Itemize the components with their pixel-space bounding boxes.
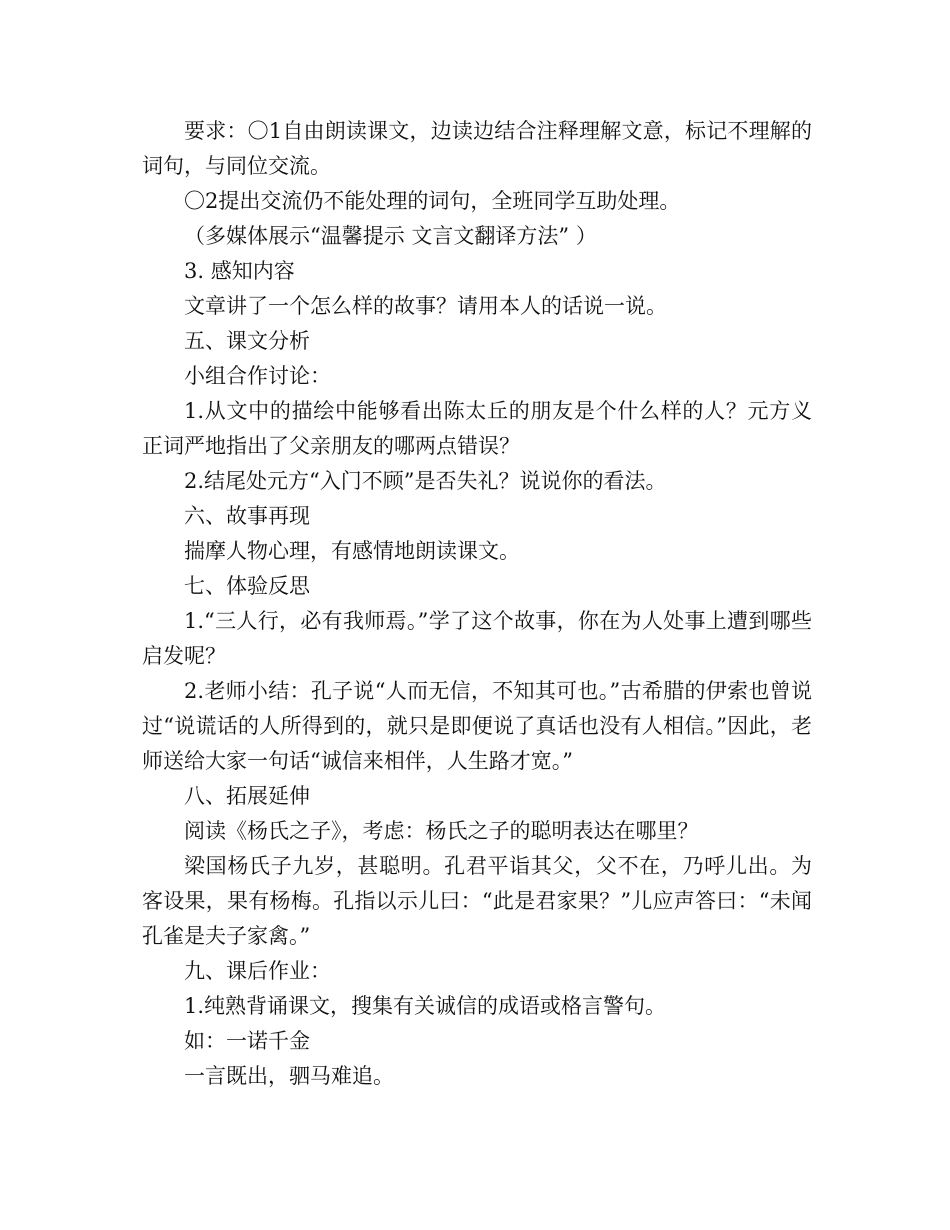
paragraph-example-idiom: 如：一诺千金 bbox=[184, 1029, 310, 1053]
paragraph-requirement-2: 〇2提出交流仍不能处理的词句，全班同学互助处理。 bbox=[184, 189, 681, 213]
paragraph-multimedia-note: （多媒体展示“温馨提示 文言文翻译方法” ） bbox=[184, 224, 597, 248]
heading-section-9: 九、课后作业： bbox=[184, 959, 331, 983]
heading-section-5: 五、课文分析 bbox=[184, 329, 310, 353]
paragraph-story-question: 文章讲了一个怎么样的故事？请用本人的话说一说。 bbox=[184, 294, 667, 318]
paragraph-reflection-1: 1.“三人行，必有我师焉。”学了这个故事，你在为人处事上遭到哪些启发呢？ bbox=[142, 609, 812, 668]
paragraph-question-2: 2.结尾处元方“入门不顾”是否失礼？说说你的看法。 bbox=[184, 469, 667, 493]
heading-section-8: 八、拓展延伸 bbox=[184, 784, 310, 808]
paragraph-classical-text: 梁国杨氏子九岁，甚聪明。孔君平诣其父，父不在，乃呼儿出。为客设果，果有杨梅。孔指以示儿曰：“此是君家果？”儿应声答曰：“未闻孔雀是夫子家禽。” bbox=[142, 854, 812, 948]
paragraph-reflection-2: 2.老师小结：孔子说“人而无信，不知其可也。”古希腊的伊索也曾说过“说谎话的人所得到的，就只是即便说了真话也没有人相信。”因此，老师送给大家一句话“诚信来相伴，人生路才宽。” bbox=[142, 679, 812, 773]
paragraph-extended-reading: 阅读《杨氏之子》，考虑：杨氏之子的聪明表达在哪里？ bbox=[184, 819, 699, 843]
heading-section-7: 七、体验反思 bbox=[184, 574, 310, 598]
paragraph-reading-aloud: 揣摩人物心理，有感情地朗读课文。 bbox=[184, 539, 520, 563]
paragraph-group-discussion: 小组合作讨论： bbox=[184, 364, 331, 388]
paragraph-requirement-1: 要求：〇1自由朗读课文，边读边结合注释理解文意，标记不理解的词句，与同位交流。 bbox=[142, 119, 812, 178]
paragraph-section-3: 3. 感知内容 bbox=[184, 259, 295, 283]
document-body bbox=[142, 114, 812, 1094]
paragraph-example-saying: 一言既出，驷马难追。 bbox=[184, 1064, 394, 1088]
heading-section-6: 六、故事再现 bbox=[184, 504, 310, 528]
paragraph-homework-1: 1.纯熟背诵课文，搜集有关诚信的成语或格言警句。 bbox=[184, 994, 667, 1018]
paragraph-question-1: 1.从文中的描绘中能够看出陈太丘的朋友是个什么样的人？元方义正词严地指出了父亲朋友的哪两点错误？ bbox=[142, 399, 812, 458]
